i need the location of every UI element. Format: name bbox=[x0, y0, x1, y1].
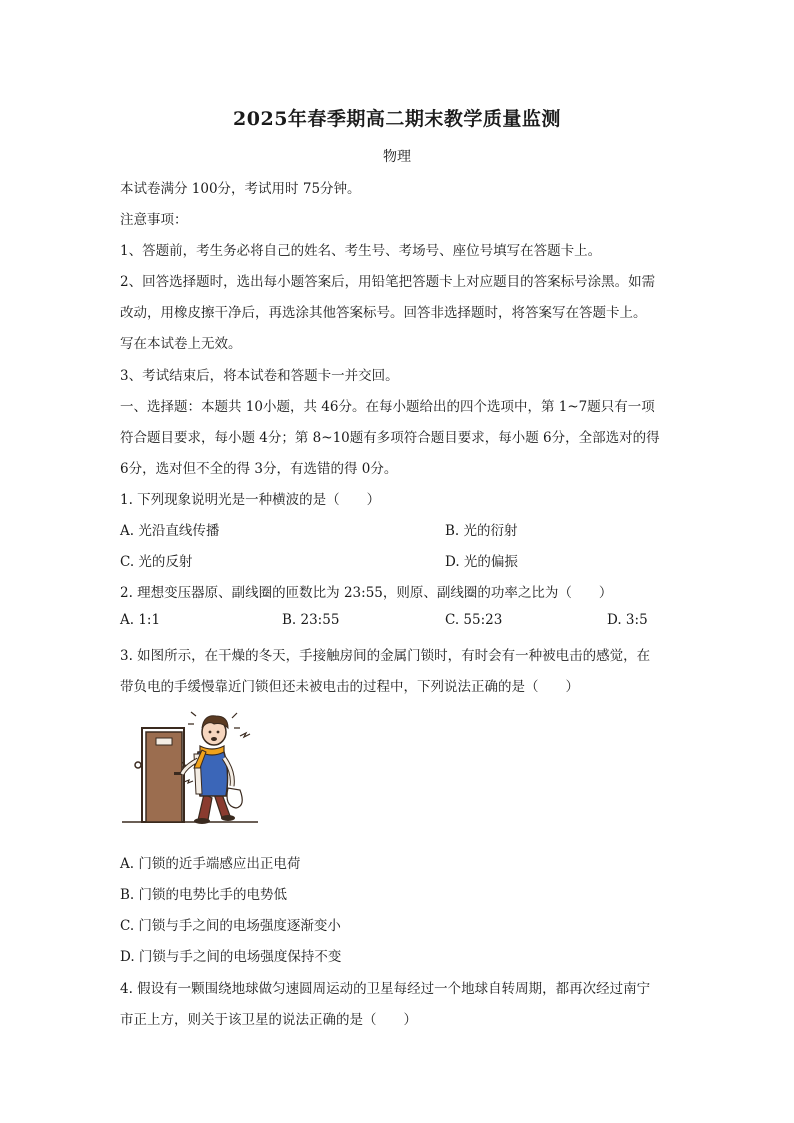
spark-icon bbox=[184, 780, 193, 783]
shoe bbox=[194, 818, 210, 824]
notice-heading: 注意事项： bbox=[120, 212, 188, 228]
spark-icon bbox=[240, 733, 250, 737]
notice-item: 3、考试结束后，将本试卷和答题卡一并交回。 bbox=[120, 368, 399, 384]
notice-item: 改动，用橡皮擦干净后，再选涂其他答案标号。回答非选择题时，将答案写在答题卡上。 bbox=[120, 305, 647, 321]
q1-stem: 1. 下列现象说明光是一种横波的是（ ） bbox=[120, 492, 381, 508]
exam-title: 2025年春季期高二期末教学质量监测 bbox=[233, 108, 561, 130]
q1-option-a: A. 光沿直线传播 bbox=[120, 523, 220, 539]
q3-stem-line: 3. 如图所示，在干燥的冬天，手接触房间的金属门锁时，有时会有一种被电击的感觉，在 bbox=[120, 648, 651, 664]
q4-stem-line: 4. 假设有一颗围绕地球做匀速圆周运动的卫星每经过一个地球自转周期，都再次经过南宁 bbox=[120, 981, 651, 997]
notice-item: 2、回答选择题时，选出每小题答案后，用铅笔把答题卡上对应题目的答案标号涂黑。如需 bbox=[120, 274, 656, 290]
door-shock-illustration bbox=[118, 702, 268, 834]
q3-option-b: B. 门锁的电势比手的电势低 bbox=[120, 887, 288, 903]
notice-item: 1、答题前，考生务必将自己的姓名、考生号、考场号、座位号填写在答题卡上。 bbox=[120, 243, 602, 259]
subject-label: 物理 bbox=[383, 149, 411, 165]
full-score-text: 本试卷满分 100分，考试用时 75分钟。 bbox=[120, 181, 361, 197]
q1-option-c: C. 光的反射 bbox=[120, 554, 193, 570]
door-plate bbox=[156, 738, 172, 745]
q1-option-d: D. 光的偏振 bbox=[445, 554, 518, 570]
q3-option-c: C. 门锁与手之间的电场强度逐渐变小 bbox=[120, 918, 341, 934]
section-instructions: 6分，选对但不全的得 3分，有选错的得 0分。 bbox=[120, 461, 398, 477]
q3-option-a: A. 门锁的近手端感应出正电荷 bbox=[120, 856, 301, 872]
section-instructions: 符合题目要求，每小题 4分；第 8~10题有多项符合题目要求，每小题 6分，全部选对的得 bbox=[120, 430, 660, 446]
notice-item: 写在本试卷上无效。 bbox=[120, 336, 242, 352]
left-leg bbox=[198, 794, 212, 820]
q2-option-a: A. 1:1 bbox=[120, 612, 161, 628]
q3-option-d: D. 门锁与手之间的电场强度保持不变 bbox=[120, 949, 342, 965]
q2-option-c: C. 55:23 bbox=[445, 612, 503, 628]
q4-stem-line: 市正上方，则关于该卫星的说法正确的是（ ） bbox=[120, 1012, 417, 1028]
q2-stem: 2. 理想变压器原、副线圈的匝数比为 23:55，则原、副线圈的功率之比为（ ） bbox=[120, 585, 613, 601]
wall-knob-icon bbox=[135, 762, 141, 768]
q1-option-b: B. 光的衍射 bbox=[445, 523, 518, 539]
q2-option-b: B. 23:55 bbox=[282, 612, 340, 628]
shoe bbox=[221, 815, 235, 821]
q2-option-d: D. 3:5 bbox=[607, 612, 648, 628]
q3-stem-line: 带负电的手缓慢靠近门锁但还未被电击的过程中，下列说法正确的是（ ） bbox=[120, 679, 579, 695]
bag-icon bbox=[227, 788, 242, 808]
section-heading: 一、选择题：本题共 10小题，共 46分。在每小题给出的四个选项中，第 1~7题只有一项 bbox=[120, 399, 655, 415]
